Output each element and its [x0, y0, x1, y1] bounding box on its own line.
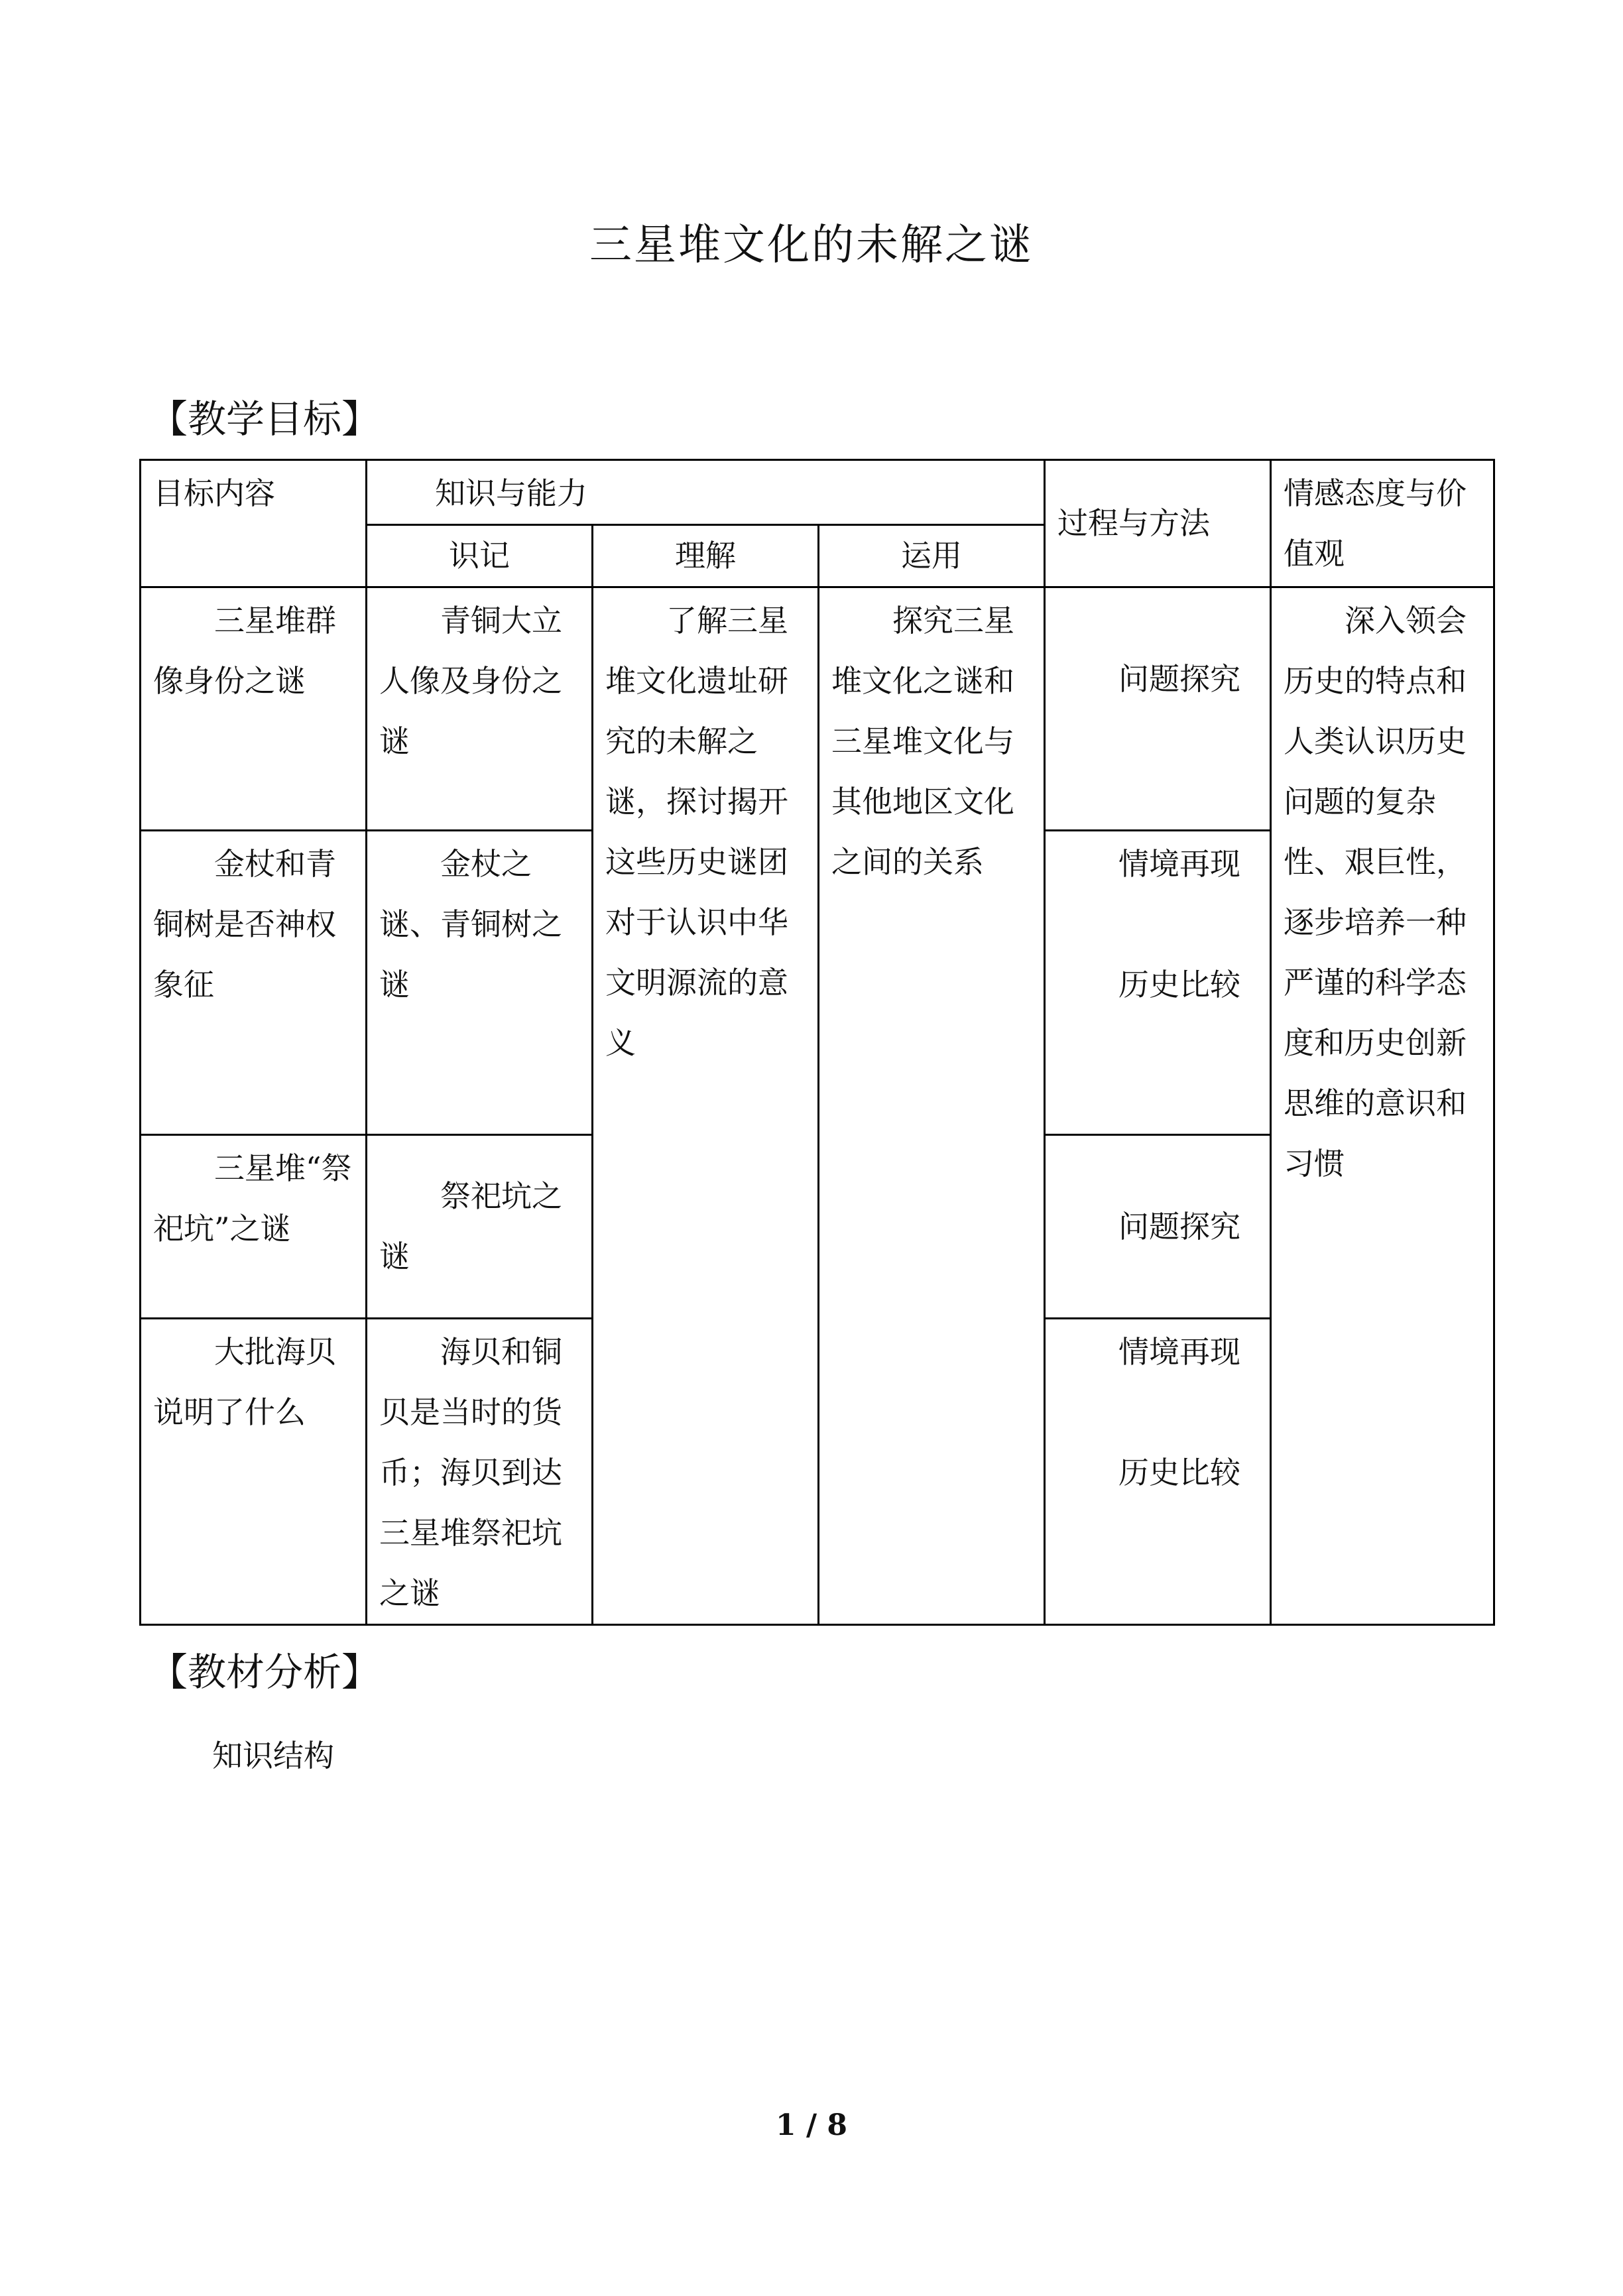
row4-recall: 海贝和铜贝是当时的货币；海贝到达三星堆祭祀坑之谜	[367, 1319, 593, 1625]
row2-target-content: 金杖和青铜树是否神权象征	[141, 831, 367, 1135]
header-understand: 理解	[593, 525, 819, 587]
header-emotion-values: 情感态度与价值观	[1271, 460, 1494, 587]
row2-recall: 金杖之谜、青铜树之谜	[367, 831, 593, 1135]
teaching-objectives-table	[139, 459, 1495, 1626]
row3-recall: 祭祀坑之谜	[367, 1135, 593, 1319]
page-number: 1 / 8	[776, 2108, 847, 2142]
header-target-content: 目标内容	[141, 460, 367, 587]
row3-target-content: 三星堆“祭祀坑”之谜	[141, 1135, 367, 1319]
document-title: 三星堆文化的未解之谜	[589, 221, 1034, 270]
row3-process-method: 问题探究	[1118, 1208, 1241, 1244]
header-apply: 运用	[819, 525, 1045, 587]
understand-cell: 了解三星堆文化遗址研究的未解之谜，探讨揭开这些历史谜团对于认识中华文明源流的意义	[593, 587, 819, 1625]
header-knowledge-ability: 知识与能力	[367, 460, 1045, 525]
row2-process-scenario: 情境再现	[1118, 846, 1241, 882]
row2-process-comparison: 历史比较	[1118, 967, 1241, 1002]
row4-process-scenario: 情境再现	[1118, 1334, 1241, 1370]
section-heading-teaching-objectives: 【教学目标】	[149, 396, 381, 442]
apply-cell: 探究三星堆文化之谜和三星堆文化与其他地区文化之间的关系	[819, 587, 1045, 1625]
subheading-knowledge-structure: 知识结构	[212, 1738, 334, 1774]
header-recall: 识记	[367, 525, 593, 587]
row1-process-method: 问题探究	[1118, 661, 1241, 697]
emotion-values-cell: 深入领会历史的特点和人类认识历史问题的复杂性、艰巨性，逐步培养一种严谨的科学态度和历史创新思维的意识和习惯	[1271, 587, 1494, 1625]
section-heading-textbook-analysis: 【教材分析】	[149, 1650, 381, 1695]
row4-target-content: 大批海贝说明了什么	[141, 1319, 367, 1625]
row4-process-comparison: 历史比较	[1118, 1455, 1241, 1490]
header-process-method: 过程与方法	[1045, 460, 1271, 587]
row1-recall: 青铜大立人像及身份之谜	[367, 587, 593, 831]
row1-target-content: 三星堆群像身份之谜	[141, 587, 367, 831]
